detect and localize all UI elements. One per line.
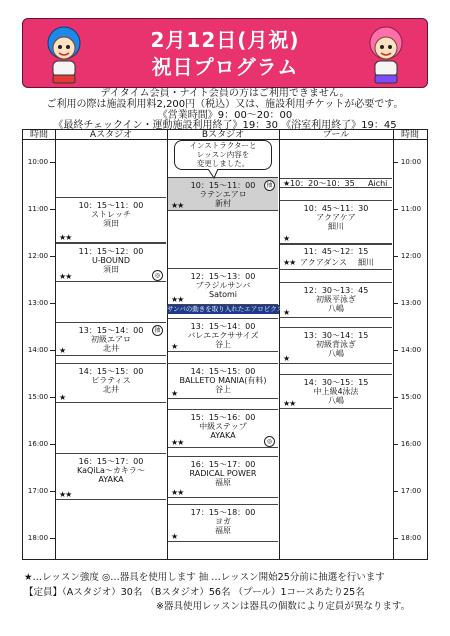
lottery-mark-icon: 抽 bbox=[152, 325, 163, 336]
time-label: 11:00 bbox=[27, 205, 49, 213]
intensity-stars: ★★ bbox=[59, 233, 72, 243]
lesson-instructor: 細川 bbox=[328, 221, 344, 231]
tick-mark bbox=[393, 491, 398, 492]
tick-mark bbox=[393, 209, 398, 210]
intensity-stars: ★ bbox=[283, 308, 290, 318]
tick-mark bbox=[50, 397, 55, 398]
lesson-time: 12：30～13：45 bbox=[303, 285, 369, 295]
lesson-block bbox=[56, 197, 166, 243]
time-label: 14:00 bbox=[400, 346, 422, 354]
tick-mark bbox=[393, 444, 398, 445]
schedule-grid bbox=[22, 129, 428, 560]
intensity-stars: ★★ bbox=[171, 437, 184, 447]
intensity-stars: ★ bbox=[59, 392, 66, 402]
lesson-name: 中級ステップ bbox=[199, 421, 247, 431]
lesson-time: 10：45～11：30 bbox=[303, 203, 369, 213]
intensity-stars: ★★ bbox=[59, 271, 72, 281]
lesson-block bbox=[280, 244, 392, 270]
tick-mark bbox=[393, 162, 398, 163]
lesson-time: 14：15～15：00 bbox=[190, 367, 256, 377]
time-label: 18:00 bbox=[27, 534, 49, 542]
lesson-instructor: 福原 bbox=[215, 526, 231, 536]
lesson-instructor: 八嶋 bbox=[328, 396, 344, 406]
lesson-block bbox=[56, 453, 166, 500]
lesson-block bbox=[280, 282, 392, 318]
intensity-stars: ★★ bbox=[283, 258, 296, 268]
time-label: 16:00 bbox=[400, 440, 422, 448]
lesson-block bbox=[56, 243, 166, 282]
lesson-name: ラテンエアロ bbox=[199, 190, 247, 200]
equipment-mark-icon: ◎ bbox=[152, 270, 163, 281]
intensity-stars: ★ bbox=[283, 354, 290, 364]
divider bbox=[393, 130, 394, 559]
lesson-block bbox=[280, 374, 392, 408]
lesson-instructor: 谷上 bbox=[215, 340, 231, 350]
lesson-name: ヨガ bbox=[215, 517, 231, 527]
lesson-block bbox=[168, 318, 278, 352]
time-label: 15:00 bbox=[27, 393, 49, 401]
lesson-name: Aichi bbox=[368, 179, 388, 189]
lesson-instructor: 八嶋 bbox=[328, 303, 344, 313]
a-studio-header: Aスタジオ bbox=[55, 130, 167, 140]
lesson-time: 13：15～14：00 bbox=[78, 325, 144, 335]
lesson-time: 16：15～17：00 bbox=[190, 459, 256, 469]
time-label: 16:00 bbox=[27, 440, 49, 448]
time-label: 14:00 bbox=[27, 346, 49, 354]
intensity-stars: ★★ bbox=[171, 201, 184, 211]
lesson-name: ピラティス bbox=[91, 376, 131, 386]
notice-hours: 《営業時間》9：00～20：00 bbox=[157, 110, 293, 121]
lesson-instructor: AYAKA bbox=[210, 430, 236, 440]
lesson-time: 17：15～18：00 bbox=[190, 508, 256, 518]
lesson-instructor: 須田 bbox=[103, 219, 119, 229]
title-banner bbox=[22, 18, 428, 88]
tick-mark bbox=[393, 397, 398, 398]
lottery-mark-icon: 抽 bbox=[264, 180, 275, 191]
time-column-header: 時間 bbox=[23, 130, 55, 140]
equipment-note: ※器具使用レッスンは器具の個数により定員が異なります。 bbox=[156, 601, 411, 612]
lesson-time: 11：45～12：15 bbox=[303, 247, 369, 257]
tick-mark bbox=[50, 350, 55, 351]
tick-mark bbox=[50, 303, 55, 304]
intensity-stars: ★ bbox=[59, 345, 66, 355]
lesson-name: アクアダンス bbox=[300, 258, 348, 268]
lesson-instructor: 北井 bbox=[103, 385, 119, 395]
lesson-time: 13：15～14：00 bbox=[190, 322, 256, 332]
legend-line: ★…レッスン強度 ◎…器具を使用します 抽 …レッスン開始25分前に抽選を行います bbox=[24, 572, 385, 583]
tick-mark bbox=[393, 303, 398, 304]
time-label: 12:00 bbox=[27, 252, 49, 260]
samba-description-band: サンバの動きを取り入れたエアロビクス bbox=[167, 305, 284, 313]
lesson-time: 10：15～11：00 bbox=[190, 181, 256, 191]
time-label: 15:00 bbox=[400, 393, 422, 401]
b-studio-header: Bスタジオ bbox=[167, 130, 279, 140]
tick-mark bbox=[393, 350, 398, 351]
lesson-instructor: 須田 bbox=[103, 265, 119, 275]
time-label: 10:00 bbox=[400, 158, 422, 166]
intensity-stars: ★★ bbox=[171, 488, 184, 498]
girl-mascot-icon bbox=[359, 23, 413, 87]
lesson-name: ブラジルサンバ bbox=[195, 280, 251, 290]
lesson-name: 初級エアロ bbox=[91, 334, 131, 344]
lesson-name: アクアケア bbox=[316, 212, 356, 222]
lesson-block bbox=[168, 177, 278, 211]
time-label: 13:00 bbox=[27, 299, 49, 307]
lesson-name: 初級背泳ぎ bbox=[316, 339, 356, 349]
lesson-name: 中上級4泳法 bbox=[313, 387, 359, 397]
lesson-name: 初級平泳ぎ bbox=[316, 294, 356, 304]
tick-mark bbox=[50, 209, 55, 210]
lesson-instructor: 谷上 bbox=[215, 385, 231, 395]
lesson-name: KaQiLa～カキラ～ bbox=[77, 466, 145, 476]
change-callout: インストラクターと レッスン内容を 変更しました。 bbox=[174, 140, 272, 170]
lesson-instructor: 細川 bbox=[358, 258, 374, 268]
intensity-stars: ★ bbox=[171, 389, 178, 399]
lesson-instructor: Satomi bbox=[208, 289, 238, 299]
lesson-instructor: AYAKA bbox=[98, 475, 124, 485]
tick-mark bbox=[393, 538, 398, 539]
tick-mark bbox=[50, 162, 55, 163]
lesson-time: 10：15～11：00 bbox=[78, 201, 144, 211]
lesson-time: 14：15～15：00 bbox=[78, 367, 144, 377]
time-label: 10:00 bbox=[27, 158, 49, 166]
lesson-block bbox=[168, 504, 278, 542]
tick-mark bbox=[393, 256, 398, 257]
lesson-time: 14：30～15：15 bbox=[303, 378, 369, 388]
time-column-header-right: 時間 bbox=[393, 130, 427, 140]
lesson-instructor: 新村 bbox=[215, 199, 231, 209]
page-title: 2月12日(月祝) 祝日プログラム bbox=[150, 28, 300, 79]
lesson-block bbox=[168, 409, 278, 448]
lesson-instructor: 福原 bbox=[215, 477, 231, 487]
lesson-block bbox=[280, 200, 392, 245]
intensity-stars: ★★ bbox=[283, 398, 296, 408]
lesson-time: 15：15～16：00 bbox=[190, 412, 256, 422]
time-label: 11:00 bbox=[400, 205, 422, 213]
tick-mark bbox=[50, 491, 55, 492]
lesson-block bbox=[168, 363, 278, 399]
lesson-block bbox=[280, 327, 392, 365]
intensity-stars: ★★ bbox=[59, 490, 72, 500]
tick-mark bbox=[50, 538, 55, 539]
equipment-mark-icon: ◎ bbox=[264, 436, 275, 447]
lesson-block bbox=[168, 456, 278, 498]
intensity-stars: ★ bbox=[283, 234, 290, 244]
notice-last-checkin: 《最終チェックイン・運動施設利用終了》19：30 《浴室利用終了》19：45 bbox=[53, 120, 397, 131]
lesson-instructor: 八嶋 bbox=[328, 348, 344, 358]
lesson-time: 13：30～14：15 bbox=[303, 330, 369, 340]
lesson-name: ストレッチ bbox=[91, 210, 131, 220]
time-label: 12:00 bbox=[400, 252, 422, 260]
pool-header: プール bbox=[279, 130, 393, 140]
notice-fee: ご利用の際は施設利用料2,200円（税込）又は、施設利用チケットが必要です。 bbox=[46, 99, 404, 110]
lesson-name: バレエエクササイズ bbox=[187, 331, 259, 341]
lesson-time: 16：15～17：00 bbox=[78, 457, 144, 467]
intensity-stars: ★★ bbox=[171, 295, 184, 305]
tick-mark bbox=[50, 256, 55, 257]
lesson-instructor: 北井 bbox=[103, 343, 119, 353]
lesson-block bbox=[168, 268, 278, 306]
time-label: 17:00 bbox=[27, 487, 49, 495]
time-label: 17:00 bbox=[400, 487, 422, 495]
intensity-stars: ★ bbox=[283, 179, 290, 189]
notice-membership: デイタイム会員・ナイト会員の方はご利用できません。 bbox=[100, 88, 350, 99]
lesson-block bbox=[56, 322, 166, 356]
intensity-stars: ★ bbox=[171, 531, 178, 541]
intensity-stars: ★ bbox=[171, 342, 178, 352]
lesson-time: 12：15～13：00 bbox=[190, 271, 256, 281]
callout-pointer-icon bbox=[206, 169, 220, 179]
lesson-name: RADICAL POWER bbox=[189, 468, 257, 478]
lesson-time: 11：15～12：00 bbox=[78, 247, 144, 257]
lesson-time: 10：20～10：35 bbox=[290, 179, 355, 189]
tick-mark bbox=[50, 444, 55, 445]
lesson-block bbox=[280, 178, 392, 187]
time-label: 13:00 bbox=[400, 299, 422, 307]
time-label: 18:00 bbox=[400, 534, 422, 542]
lesson-name: U-BOUND bbox=[91, 256, 131, 266]
capacity-line: 【定員】（Aスタジオ）30名 （Bスタジオ）56名 （プール）1コースあたり25名 bbox=[24, 587, 365, 598]
lesson-block bbox=[56, 363, 166, 402]
lesson-name: BALLETO MANIA(有料) bbox=[179, 376, 267, 386]
